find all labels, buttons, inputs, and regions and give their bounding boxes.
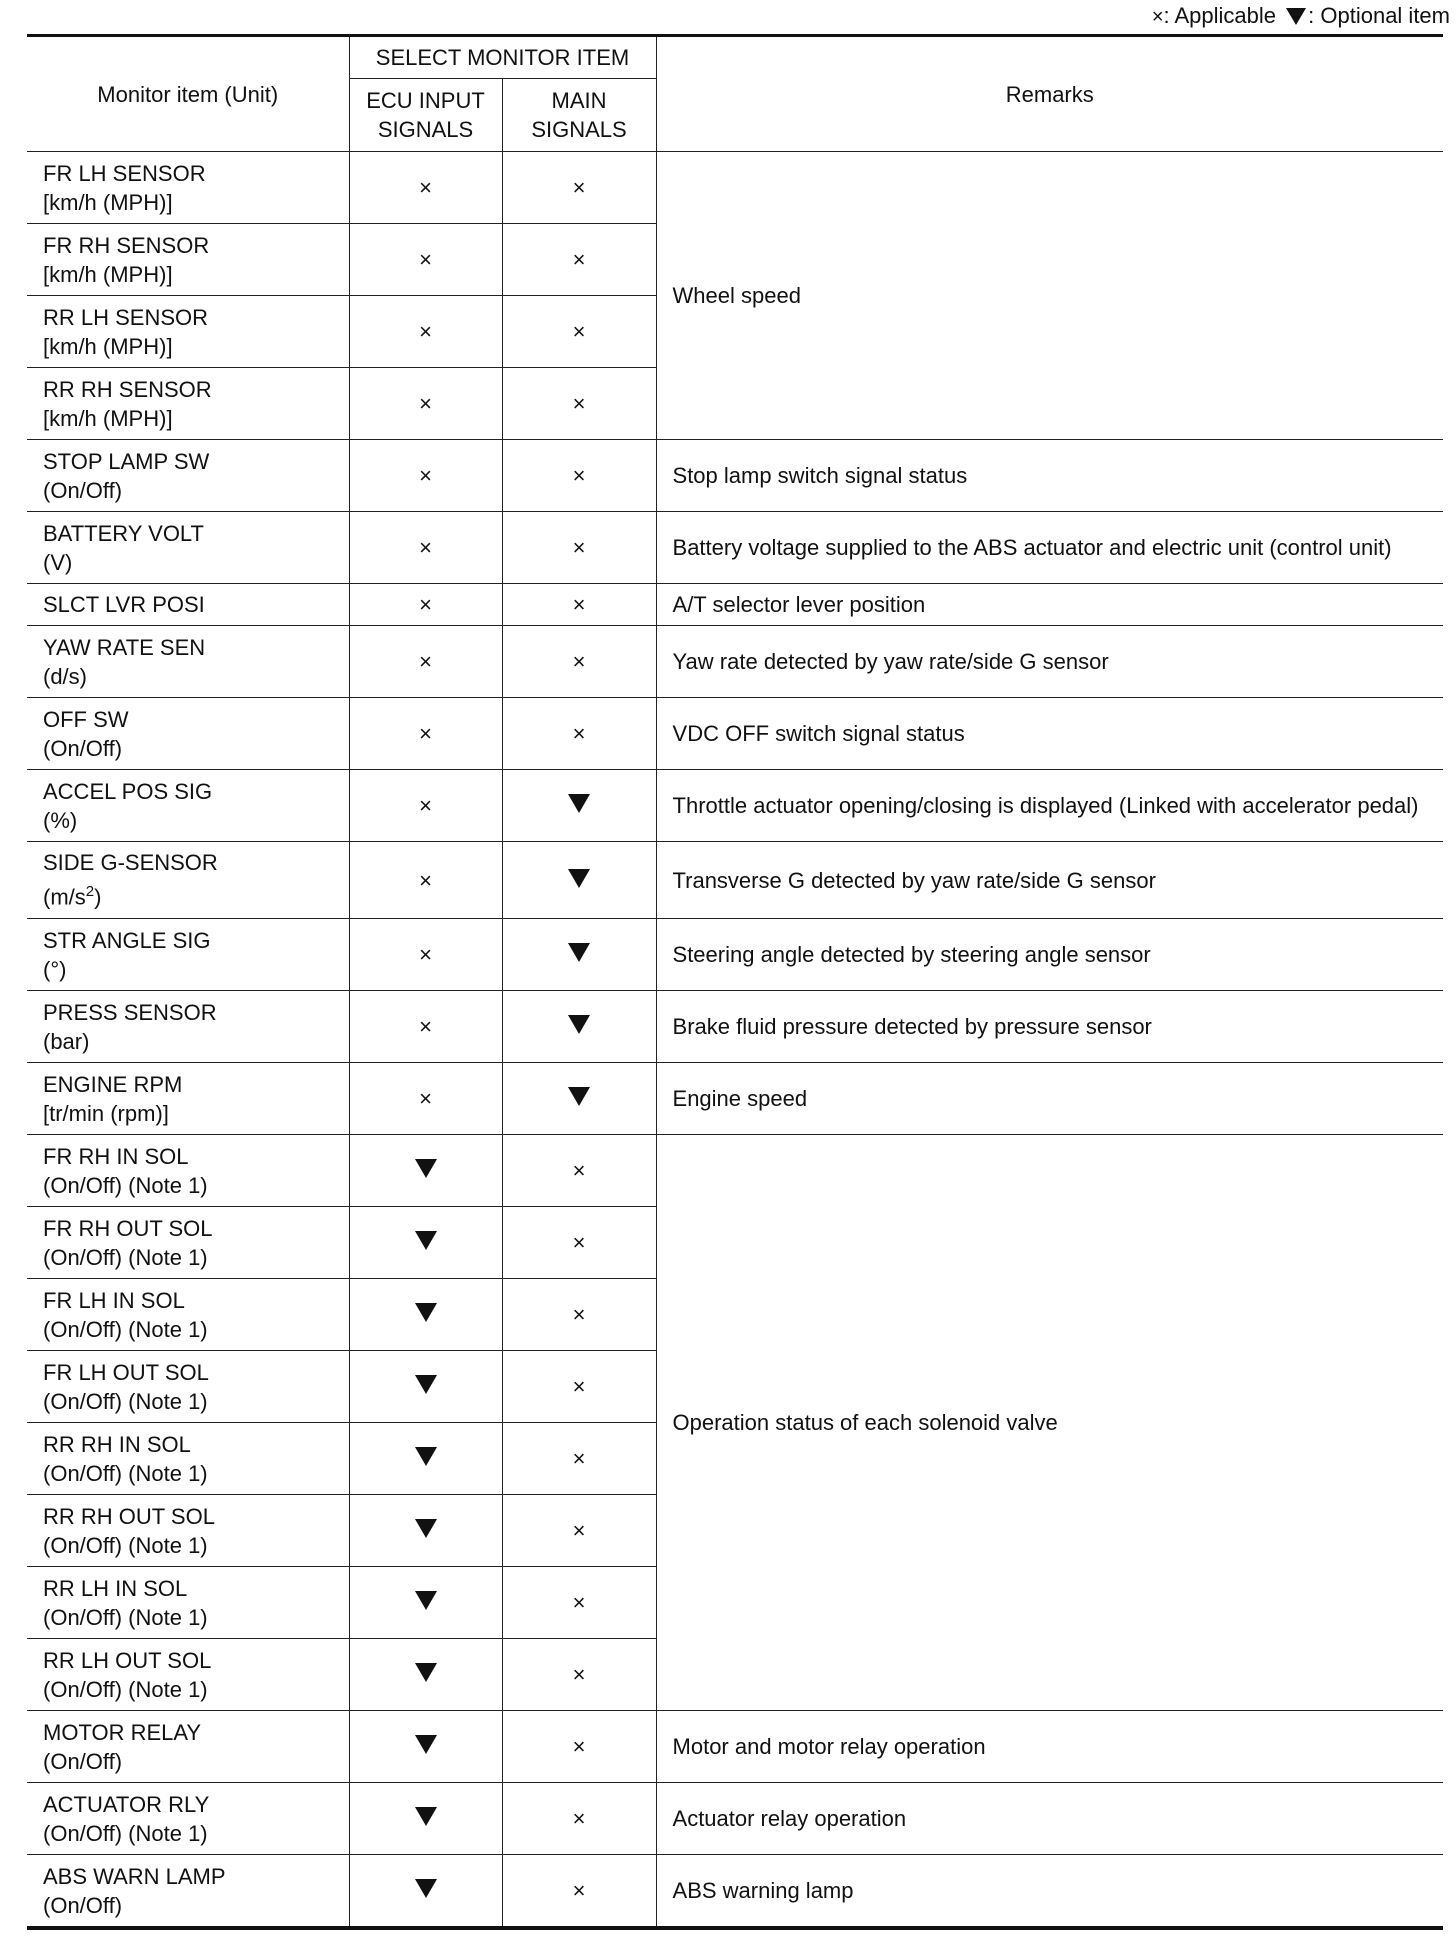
monitor-item-unit: (On/Off) bbox=[43, 477, 123, 503]
monitor-item-name: PRESS SENSOR bbox=[43, 999, 217, 1025]
applicable-mark: × bbox=[572, 535, 586, 560]
monitor-item-name: SIDE G-SENSOR bbox=[43, 850, 218, 876]
mark-cell bbox=[502, 1783, 656, 1855]
mark-cell bbox=[349, 626, 502, 698]
mark-cell bbox=[349, 1351, 502, 1423]
remarks-cell: VDC OFF switch signal status bbox=[656, 698, 1443, 770]
remarks-cell: ABS warning lamp bbox=[656, 1855, 1443, 1929]
mark-cell bbox=[502, 698, 656, 770]
monitor-item-unit: (On/Off) (Note 1) bbox=[43, 1172, 208, 1198]
applicable-mark: × bbox=[419, 592, 432, 617]
applicable-mark: × bbox=[419, 247, 432, 272]
mark-cell bbox=[502, 1279, 656, 1351]
table-row bbox=[27, 770, 1443, 842]
applicable-mark: × bbox=[419, 535, 432, 560]
mark-cell bbox=[502, 1567, 656, 1639]
table-row bbox=[27, 584, 1443, 626]
applicable-mark: × bbox=[572, 1518, 586, 1543]
monitor-item-cell bbox=[27, 698, 349, 770]
mark-cell bbox=[502, 991, 656, 1063]
applicable-mark: × bbox=[572, 1374, 586, 1399]
monitor-item-unit: [km/h (MPH)] bbox=[43, 333, 173, 359]
mark-cell bbox=[502, 1351, 656, 1423]
optional-triangle-icon bbox=[1286, 8, 1306, 25]
applicable-label: : Applicable bbox=[1163, 3, 1277, 28]
monitor-item-name: FR RH OUT SOL bbox=[43, 1215, 213, 1241]
mark-cell bbox=[349, 368, 502, 440]
mark-cell bbox=[349, 584, 502, 626]
monitor-item-cell bbox=[27, 626, 349, 698]
applicable-mark: × bbox=[572, 463, 586, 488]
optional-triangle-icon bbox=[415, 1231, 437, 1250]
mark-cell bbox=[349, 842, 502, 919]
optional-triangle-icon bbox=[568, 794, 590, 813]
monitor-item-unit: (%) bbox=[43, 807, 78, 833]
monitor-item-cell bbox=[27, 1783, 349, 1855]
monitor-item-cell bbox=[27, 842, 349, 919]
monitor-item-name: ACCEL POS SIG bbox=[43, 778, 213, 804]
monitor-item-cell bbox=[27, 1207, 349, 1279]
monitor-item-cell bbox=[27, 152, 349, 224]
header-monitor-item: Monitor item (Unit) bbox=[27, 36, 349, 152]
monitor-item-name: FR LH OUT SOL bbox=[43, 1359, 209, 1385]
remarks-cell: Stop lamp switch signal status bbox=[656, 440, 1443, 512]
mark-cell bbox=[502, 224, 656, 296]
monitor-item-cell bbox=[27, 1639, 349, 1711]
mark-cell bbox=[349, 296, 502, 368]
applicable-mark: × bbox=[572, 1878, 586, 1903]
table-row bbox=[27, 698, 1443, 770]
monitor-item-cell bbox=[27, 770, 349, 842]
applicable-mark: × bbox=[419, 1014, 432, 1039]
applicable-mark: × bbox=[419, 793, 432, 818]
monitor-item-unit: [km/h (MPH)] bbox=[43, 189, 173, 215]
monitor-item-cell bbox=[27, 1351, 349, 1423]
optional-triangle-icon bbox=[415, 1519, 437, 1538]
applicable-mark: × bbox=[572, 721, 586, 746]
optional-triangle-icon bbox=[568, 869, 590, 888]
header-ecu-input-signals: ECU INPUT SIGNALS bbox=[349, 79, 502, 152]
mark-cell bbox=[502, 1711, 656, 1783]
monitor-item-name: RR RH SENSOR bbox=[43, 376, 212, 402]
monitor-item-name: ACTUATOR RLY bbox=[43, 1791, 210, 1817]
monitor-item-name: BATTERY VOLT bbox=[43, 520, 204, 546]
optional-triangle-icon bbox=[415, 1591, 437, 1610]
monitor-item-unit: (On/Off) (Note 1) bbox=[43, 1604, 208, 1630]
mark-cell bbox=[349, 512, 502, 584]
applicable-mark: × bbox=[572, 1806, 586, 1831]
table-row bbox=[27, 626, 1443, 698]
monitor-item-name: ABS WARN LAMP bbox=[43, 1863, 226, 1889]
mark-cell bbox=[502, 1495, 656, 1567]
monitor-item-name: STOP LAMP SW bbox=[43, 448, 210, 474]
header-main-signals: MAIN SIGNALS bbox=[502, 79, 656, 152]
applicable-mark: × bbox=[572, 649, 586, 674]
applicable-mark: × bbox=[572, 1590, 586, 1615]
mark-cell bbox=[349, 1423, 502, 1495]
applicable-mark: × bbox=[572, 1158, 586, 1183]
monitor-item-cell bbox=[27, 224, 349, 296]
applicable-mark: × bbox=[419, 942, 432, 967]
mark-cell bbox=[349, 1711, 502, 1783]
optional-triangle-icon bbox=[415, 1807, 437, 1826]
applicable-mark: × bbox=[419, 649, 432, 674]
table-row bbox=[27, 1855, 1443, 1929]
monitor-item-cell bbox=[27, 1279, 349, 1351]
mark-cell bbox=[349, 1063, 502, 1135]
monitor-item-unit: (On/Off) (Note 1) bbox=[43, 1820, 208, 1846]
remarks-cell: Brake fluid pressure detected by pressure sensor bbox=[656, 991, 1443, 1063]
table-body bbox=[27, 152, 1443, 1929]
table-row bbox=[27, 512, 1443, 584]
mark-cell bbox=[349, 1783, 502, 1855]
monitor-item-name: FR LH SENSOR bbox=[43, 160, 206, 186]
monitor-item-unit: (On/Off) bbox=[43, 1892, 123, 1918]
remarks-cell: Wheel speed bbox=[656, 152, 1443, 440]
applicable-mark: × bbox=[419, 391, 432, 416]
monitor-item-cell bbox=[27, 440, 349, 512]
mark-cell bbox=[502, 1855, 656, 1929]
monitor-item-name: RR LH IN SOL bbox=[43, 1575, 188, 1601]
mark-cell bbox=[349, 991, 502, 1063]
mark-cell bbox=[349, 224, 502, 296]
mark-cell bbox=[502, 584, 656, 626]
applicable-mark: × bbox=[419, 1086, 432, 1111]
remarks-cell: Motor and motor relay operation bbox=[656, 1711, 1443, 1783]
mark-cell bbox=[349, 1135, 502, 1207]
optional-triangle-icon bbox=[415, 1447, 437, 1466]
optional-triangle-icon bbox=[415, 1159, 437, 1178]
monitor-item-cell bbox=[27, 296, 349, 368]
monitor-item-unit: (°) bbox=[43, 956, 67, 982]
monitor-item-name: ENGINE RPM bbox=[43, 1071, 183, 1097]
monitor-item-unit: [km/h (MPH)] bbox=[43, 261, 173, 287]
monitor-item-cell bbox=[27, 1855, 349, 1929]
monitor-item-name: MOTOR RELAY bbox=[43, 1719, 202, 1745]
mark-cell bbox=[349, 1495, 502, 1567]
mark-cell bbox=[349, 1855, 502, 1929]
applicable-symbol: × bbox=[1151, 6, 1164, 28]
applicable-mark: × bbox=[419, 721, 432, 746]
monitor-item-unit: (On/Off) (Note 1) bbox=[43, 1244, 208, 1270]
monitor-item-name: RR RH IN SOL bbox=[43, 1431, 191, 1457]
remarks-cell: Throttle actuator opening/closing is displayed (Linked with accelerator pedal) bbox=[656, 770, 1443, 842]
monitor-item-cell bbox=[27, 512, 349, 584]
monitor-item-unit: [tr/min (rpm)] bbox=[43, 1100, 169, 1126]
unit-superscript: 2 bbox=[85, 883, 95, 901]
optional-triangle-icon bbox=[568, 1087, 590, 1106]
remarks-cell: A/T selector lever position bbox=[656, 584, 1443, 626]
applicable-mark: × bbox=[572, 175, 586, 200]
monitor-item-name: FR LH IN SOL bbox=[43, 1287, 185, 1313]
monitor-item-name: STR ANGLE SIG bbox=[43, 927, 211, 953]
monitor-item-name: RR LH SENSOR bbox=[43, 304, 209, 330]
mark-cell bbox=[349, 1207, 502, 1279]
monitor-item-cell bbox=[27, 1423, 349, 1495]
mark-cell bbox=[502, 440, 656, 512]
table-row bbox=[27, 1711, 1443, 1783]
optional-triangle-icon bbox=[415, 1303, 437, 1322]
mark-cell bbox=[502, 296, 656, 368]
table-row bbox=[27, 152, 1443, 224]
monitor-item-name: OFF SW bbox=[43, 706, 129, 732]
monitor-item-table bbox=[27, 34, 1443, 1930]
table-row bbox=[27, 1135, 1443, 1207]
mark-cell bbox=[502, 512, 656, 584]
applicable-mark: × bbox=[419, 463, 432, 488]
mark-cell bbox=[502, 1063, 656, 1135]
remarks-cell: Operation status of each solenoid valve bbox=[656, 1135, 1443, 1711]
mark-cell bbox=[502, 1135, 656, 1207]
mark-cell bbox=[349, 440, 502, 512]
monitor-item-cell bbox=[27, 1063, 349, 1135]
monitor-item-cell bbox=[27, 919, 349, 991]
mark-cell bbox=[502, 919, 656, 991]
monitor-item-unit: (V) bbox=[43, 549, 73, 575]
applicable-mark: × bbox=[419, 175, 432, 200]
monitor-item-cell bbox=[27, 1567, 349, 1639]
remarks-cell: Transverse G detected by yaw rate/side G sensor bbox=[656, 842, 1443, 919]
monitor-item-cell bbox=[27, 1711, 349, 1783]
applicable-mark: × bbox=[572, 1446, 586, 1471]
mark-cell bbox=[349, 1279, 502, 1351]
monitor-item-unit: (On/Off) (Note 1) bbox=[43, 1316, 208, 1342]
monitor-item-name: FR RH SENSOR bbox=[43, 232, 210, 258]
monitor-item-cell bbox=[27, 991, 349, 1063]
mark-cell bbox=[349, 1639, 502, 1711]
mark-cell bbox=[502, 770, 656, 842]
mark-cell bbox=[349, 152, 502, 224]
monitor-item-name: RR LH OUT SOL bbox=[43, 1647, 212, 1673]
applicable-mark: × bbox=[572, 1734, 586, 1759]
applicable-mark: × bbox=[572, 391, 586, 416]
table-row bbox=[27, 1783, 1443, 1855]
mark-cell bbox=[502, 1423, 656, 1495]
remarks-cell: Battery voltage supplied to the ABS actuator and electric unit (control unit) bbox=[656, 512, 1443, 584]
mark-cell bbox=[502, 368, 656, 440]
monitor-item-unit: (On/Off) bbox=[43, 1748, 123, 1774]
table-row bbox=[27, 842, 1443, 919]
optional-triangle-icon bbox=[415, 1663, 437, 1682]
optional-triangle-icon bbox=[415, 1879, 437, 1898]
monitor-item-cell bbox=[27, 584, 349, 626]
monitor-item-unit: (On/Off) (Note 1) bbox=[43, 1676, 208, 1702]
monitor-item-unit: (On/Off) (Note 1) bbox=[43, 1532, 208, 1558]
header-remarks: Remarks bbox=[656, 36, 1443, 152]
monitor-item-unit: (d/s) bbox=[43, 663, 87, 689]
monitor-item-unit: (On/Off) (Note 1) bbox=[43, 1388, 208, 1414]
monitor-item-unit: $(m/s^2)$ bbox=[43, 883, 102, 910]
mark-cell bbox=[502, 152, 656, 224]
monitor-item-unit: (On/Off) (Note 1) bbox=[43, 1460, 208, 1486]
applicable-mark: × bbox=[572, 247, 586, 272]
monitor-item-unit: [km/h (MPH)] bbox=[43, 405, 173, 431]
applicable-mark: × bbox=[572, 592, 586, 617]
table-row bbox=[27, 440, 1443, 512]
applicable-mark: × bbox=[572, 1230, 586, 1255]
header-select-monitor-item: SELECT MONITOR ITEM bbox=[349, 36, 656, 79]
applicable-mark: × bbox=[572, 1302, 586, 1327]
monitor-item-unit: (bar) bbox=[43, 1028, 90, 1054]
optional-label: : Optional item bbox=[1308, 3, 1450, 28]
optional-triangle-icon bbox=[415, 1375, 437, 1394]
monitor-item-name: SLCT LVR POSI bbox=[43, 592, 205, 617]
applicable-mark: × bbox=[572, 1662, 586, 1687]
mark-cell bbox=[349, 770, 502, 842]
optional-triangle-icon bbox=[568, 1015, 590, 1034]
monitor-item-cell bbox=[27, 1135, 349, 1207]
monitor-item-cell bbox=[27, 1495, 349, 1567]
remarks-cell: Actuator relay operation bbox=[656, 1783, 1443, 1855]
table-row bbox=[27, 991, 1443, 1063]
remarks-cell: Steering angle detected by steering angle sensor bbox=[656, 919, 1443, 991]
optional-triangle-icon bbox=[568, 943, 590, 962]
monitor-item-name: YAW RATE SEN bbox=[43, 634, 206, 660]
monitor-item-name: RR RH OUT SOL bbox=[43, 1503, 215, 1529]
monitor-item-name: FR RH IN SOL bbox=[43, 1143, 189, 1169]
monitor-item-unit: (On/Off) bbox=[43, 735, 123, 761]
symbol-legend bbox=[1152, 2, 1450, 31]
table-row bbox=[27, 1063, 1443, 1135]
mark-cell bbox=[502, 626, 656, 698]
table-row bbox=[27, 919, 1443, 991]
mark-cell bbox=[349, 919, 502, 991]
remarks-cell: Engine speed bbox=[656, 1063, 1443, 1135]
mark-cell bbox=[502, 842, 656, 919]
monitor-item-cell bbox=[27, 368, 349, 440]
applicable-mark: × bbox=[572, 319, 586, 344]
mark-cell bbox=[502, 1639, 656, 1711]
mark-cell bbox=[502, 1207, 656, 1279]
applicable-mark: × bbox=[419, 319, 432, 344]
optional-triangle-icon bbox=[415, 1735, 437, 1754]
remarks-cell: Yaw rate detected by yaw rate/side G sensor bbox=[656, 626, 1443, 698]
table-header bbox=[27, 36, 1443, 152]
mark-cell bbox=[349, 1567, 502, 1639]
mark-cell bbox=[349, 698, 502, 770]
applicable-mark: × bbox=[419, 867, 432, 893]
